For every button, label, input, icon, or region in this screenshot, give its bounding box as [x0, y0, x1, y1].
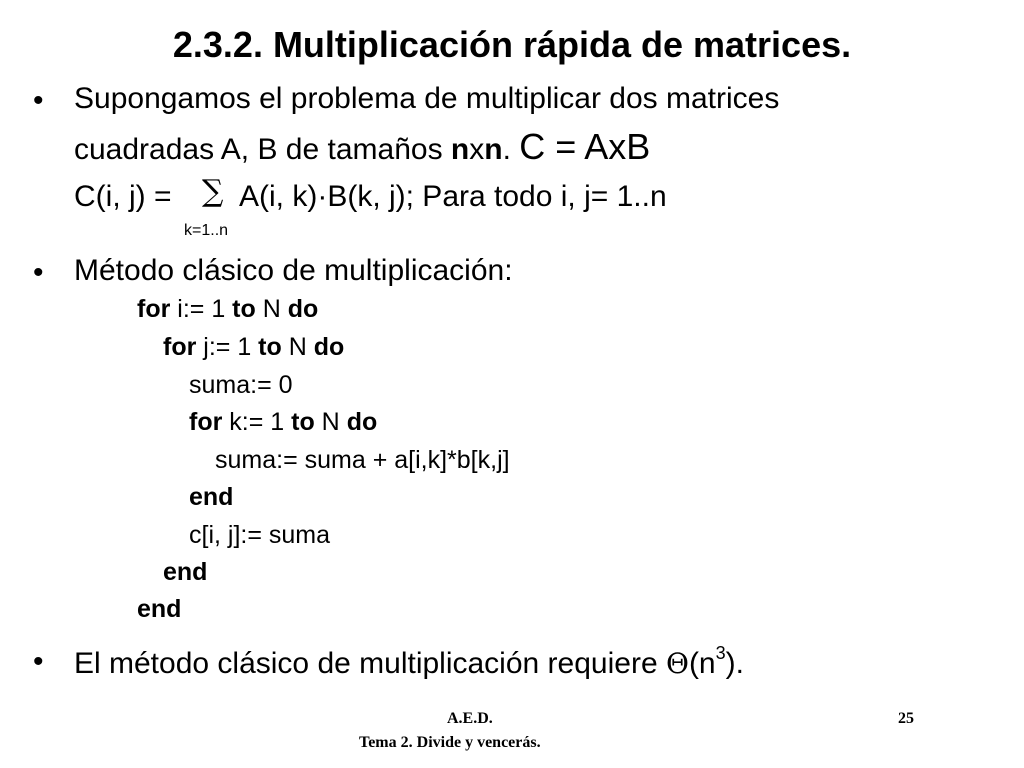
code-text: N — [314, 408, 347, 436]
code-line-suma-acc: suma:= suma + a[i,k]*b[k,j] — [215, 446, 510, 474]
bullet1-line1: Supongamos el problema de multiplicar dos matrices — [74, 82, 780, 115]
bullet-marker: • — [33, 256, 44, 289]
bullet2-line: Método clásico de multiplicación: — [74, 254, 513, 287]
keyword: do — [287, 295, 319, 323]
bullet-marker: • — [33, 84, 44, 117]
footer-course: A.E.D. — [447, 710, 493, 727]
keyword: to — [258, 333, 282, 361]
keyword: to — [232, 295, 256, 323]
bullet3-text: El método clásico de multiplicación requiere — [74, 647, 666, 680]
keyword: for — [189, 408, 223, 436]
keyword: for — [137, 295, 171, 323]
bullet-marker: • — [33, 645, 44, 678]
code-line-end-j: end — [163, 558, 208, 586]
page-number: 25 — [898, 710, 914, 727]
code-line-end-k: end — [189, 483, 234, 511]
bullet3-line — [74, 643, 744, 681]
keyword: for — [163, 333, 197, 361]
code-text: N — [281, 333, 314, 361]
sum-subscript: k=1..n — [184, 222, 229, 239]
code-line-end-i: end — [137, 595, 182, 623]
product-formula: C = AxB — [519, 126, 651, 167]
code-text: j:= 1 — [196, 333, 259, 361]
code-text: i:= 1 — [170, 295, 233, 323]
code-line-assign-c: c[i, j]:= suma — [189, 521, 331, 549]
code-text: k:= 1 — [222, 408, 292, 436]
dim-dot: . — [502, 133, 511, 166]
code-line-suma-init: suma:= 0 — [189, 371, 293, 399]
theta-symbol: Θ — [665, 647, 689, 680]
bullet1-line2-text: cuadradas A, B de tamaños — [74, 133, 451, 166]
complexity-close: ). — [725, 647, 744, 680]
dim-n2: n — [484, 133, 503, 166]
dim-x: x — [469, 133, 485, 166]
formula-lhs: C(i, j) = — [74, 180, 172, 213]
dim-n1: n — [450, 133, 470, 166]
complexity-open: (n — [688, 647, 716, 680]
keyword: do — [346, 408, 378, 436]
code-text: N — [255, 295, 288, 323]
sum-symbol: ∑ — [202, 174, 224, 209]
code-line-for-i — [137, 295, 318, 324]
keyword: to — [291, 408, 315, 436]
complexity-exponent: 3 — [715, 643, 726, 663]
footer-topic: Tema 2. Divide y vencerás. — [359, 734, 541, 751]
code-line-for-j — [163, 333, 344, 362]
formula-rhs: A(i, k)·B(k, j); Para todo i, j= 1..n — [239, 180, 667, 213]
code-line-for-k — [189, 408, 377, 437]
slide-title: 2.3.2. Multiplicación rápida de matrices. — [172, 24, 852, 65]
bullet1-line2 — [74, 126, 650, 168]
keyword: do — [313, 333, 345, 361]
